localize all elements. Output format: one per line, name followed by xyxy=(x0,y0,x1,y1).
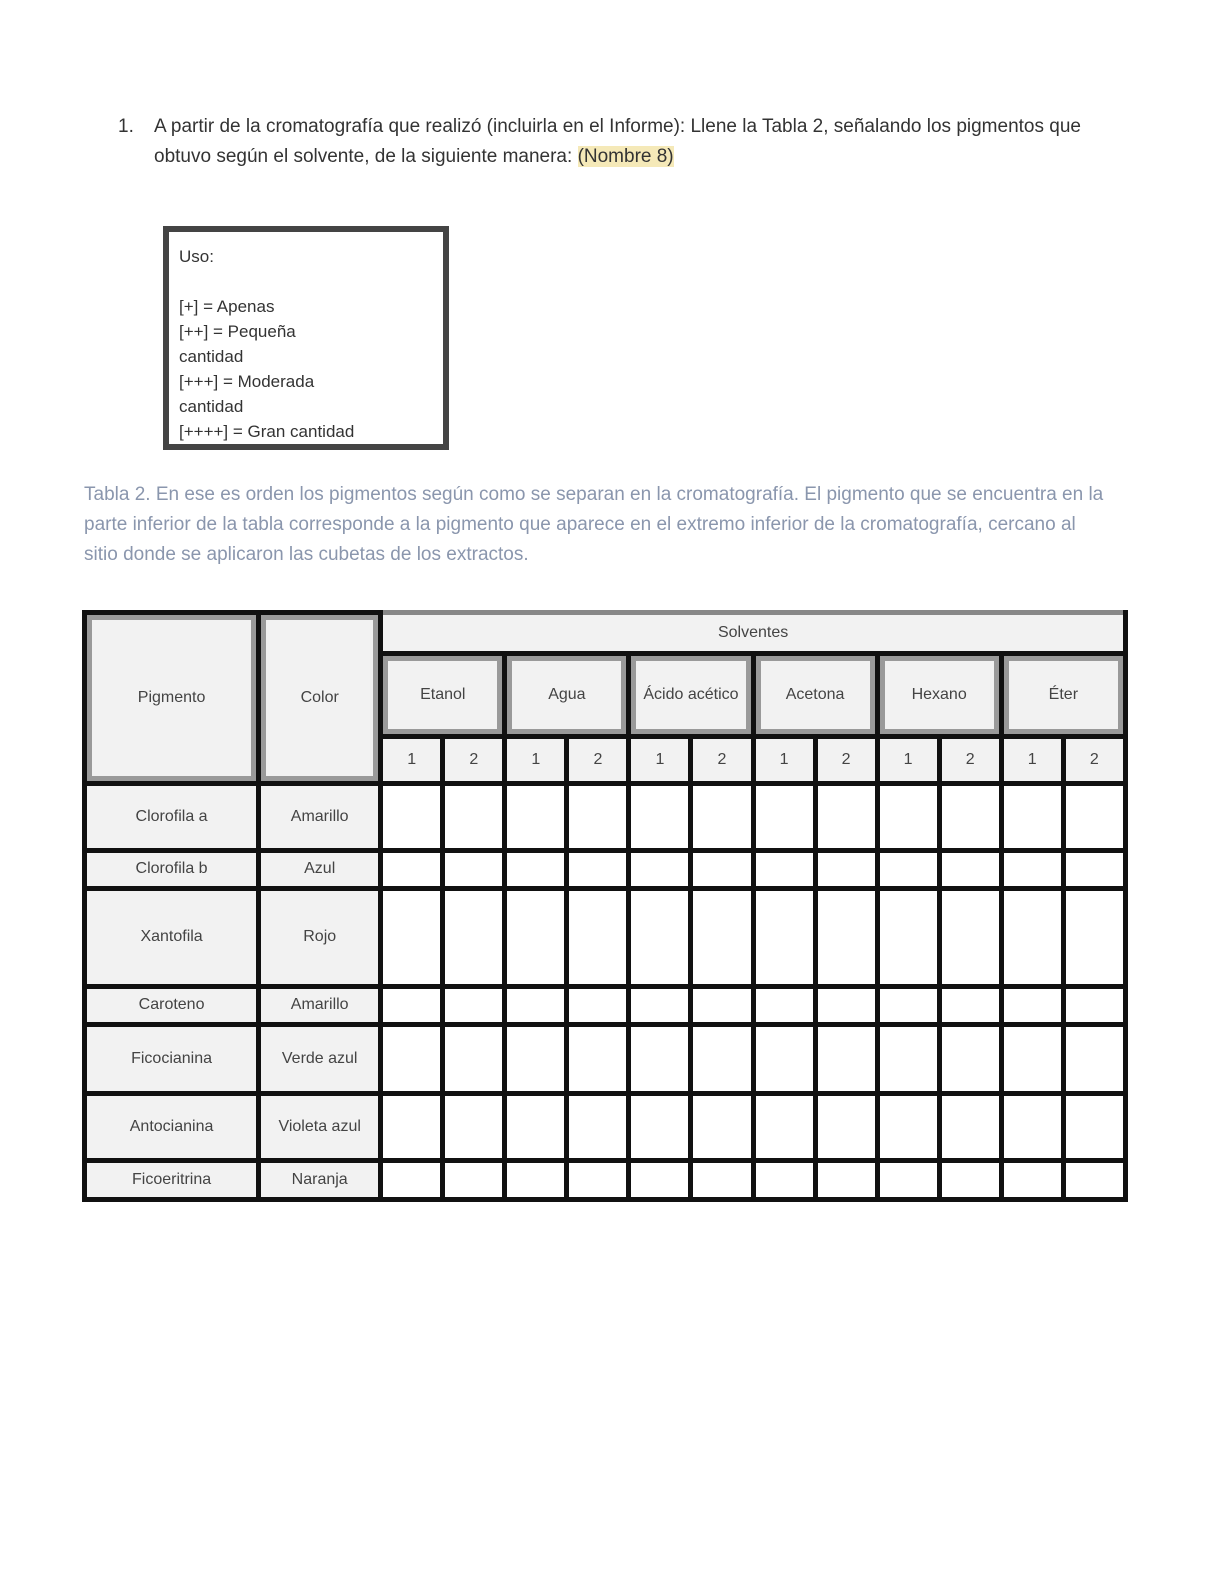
data-cell[interactable] xyxy=(505,1161,567,1200)
pigment-color: Amarillo xyxy=(259,783,381,850)
data-cell[interactable] xyxy=(505,783,567,850)
data-cell[interactable] xyxy=(629,850,691,889)
header-sub: 1 xyxy=(381,736,443,783)
data-cell[interactable] xyxy=(939,1094,1001,1161)
pigment-name: Caroteno xyxy=(85,986,259,1025)
data-cell[interactable] xyxy=(1063,1161,1125,1200)
data-cell[interactable] xyxy=(1063,850,1125,889)
pigment-name: Xantofila xyxy=(85,889,259,986)
header-sub: 1 xyxy=(753,736,815,783)
data-cell[interactable] xyxy=(505,986,567,1025)
data-cell[interactable] xyxy=(443,1094,505,1161)
header-sub: 2 xyxy=(815,736,877,783)
pigment-color: Amarillo xyxy=(259,986,381,1025)
legend-box xyxy=(163,226,449,450)
data-cell[interactable] xyxy=(815,783,877,850)
data-cell[interactable] xyxy=(629,1094,691,1161)
header-solvent: Hexano xyxy=(877,653,1001,736)
data-cell[interactable] xyxy=(381,1025,443,1094)
pigment-color: Violeta azul xyxy=(259,1094,381,1161)
data-cell[interactable] xyxy=(381,850,443,889)
header-solvent: Acetona xyxy=(753,653,877,736)
data-cell[interactable] xyxy=(877,1161,939,1200)
data-cell[interactable] xyxy=(1063,1025,1125,1094)
header-solvent: Éter xyxy=(1001,653,1125,736)
header-solvent: Ácido acético xyxy=(629,653,753,736)
header-sub: 1 xyxy=(629,736,691,783)
data-cell[interactable] xyxy=(505,889,567,986)
table-row xyxy=(85,1161,1126,1200)
data-cell[interactable] xyxy=(567,783,629,850)
question-number: 1. xyxy=(118,116,134,137)
data-cell[interactable] xyxy=(567,1094,629,1161)
header-sub: 2 xyxy=(567,736,629,783)
data-cell[interactable] xyxy=(443,1161,505,1200)
legend-line: [+] = Apenas xyxy=(179,297,275,316)
header-sub: 2 xyxy=(443,736,505,783)
header-pigment: Pigmento xyxy=(85,613,259,784)
data-cell[interactable] xyxy=(939,1161,1001,1200)
pigment-name: Clorofila a xyxy=(85,783,259,850)
legend-line: cantidad xyxy=(179,397,244,416)
data-cell[interactable] xyxy=(1063,783,1125,850)
header-sub: 2 xyxy=(939,736,1001,783)
header-sub: 1 xyxy=(877,736,939,783)
data-cell[interactable] xyxy=(1001,850,1063,889)
legend-title: Uso: xyxy=(179,247,214,266)
table-caption: Tabla 2. En ese es orden los pigmentos según como se separan en la cromatografía. El pigmento que se encuentra en la parte inferior de la tabla corresponde a la pigmento que aparece en el extremo inferior de la cromatografía, cercano al sitio donde se aplicaron las cubetas de los extractos. xyxy=(84,484,1104,565)
data-cell[interactable] xyxy=(753,986,815,1025)
question xyxy=(118,112,1128,172)
data-cell[interactable] xyxy=(1063,889,1125,986)
data-cell[interactable] xyxy=(443,783,505,850)
data-cell[interactable] xyxy=(1001,889,1063,986)
data-cell[interactable] xyxy=(381,783,443,850)
legend-line: [++++] = Gran cantidad xyxy=(179,422,355,441)
data-cell[interactable] xyxy=(877,1025,939,1094)
data-cell[interactable] xyxy=(939,986,1001,1025)
data-cell[interactable] xyxy=(505,1025,567,1094)
pigment-color: Azul xyxy=(259,850,381,889)
data-cell[interactable] xyxy=(443,850,505,889)
data-cell[interactable] xyxy=(1001,1161,1063,1200)
data-cell[interactable] xyxy=(381,889,443,986)
header-solvent: Agua xyxy=(505,653,629,736)
table-row xyxy=(85,1025,1126,1094)
data-cell[interactable] xyxy=(443,986,505,1025)
data-cell[interactable] xyxy=(753,1161,815,1200)
data-cell[interactable] xyxy=(753,1025,815,1094)
pigment-color: Verde azul xyxy=(259,1025,381,1094)
data-cell[interactable] xyxy=(1063,1094,1125,1161)
data-cell[interactable] xyxy=(567,986,629,1025)
data-cell[interactable] xyxy=(815,986,877,1025)
data-cell[interactable] xyxy=(1001,986,1063,1025)
header-color: Color xyxy=(259,613,381,784)
table-row xyxy=(85,1094,1126,1161)
data-cell[interactable] xyxy=(1063,986,1125,1025)
data-cell[interactable] xyxy=(691,850,753,889)
data-cell[interactable] xyxy=(443,1025,505,1094)
data-cell[interactable] xyxy=(567,1161,629,1200)
pigment-name: Ficoeritrina xyxy=(85,1161,259,1200)
points-highlight: (Nombre 8) xyxy=(577,146,674,167)
data-cell[interactable] xyxy=(815,889,877,986)
data-cell[interactable] xyxy=(567,850,629,889)
data-cell[interactable] xyxy=(691,1161,753,1200)
data-cell[interactable] xyxy=(381,1161,443,1200)
data-cell[interactable] xyxy=(629,1161,691,1200)
header-sub: 1 xyxy=(505,736,567,783)
data-cell[interactable] xyxy=(381,1094,443,1161)
header-solvent: Etanol xyxy=(381,653,505,736)
data-cell[interactable] xyxy=(629,783,691,850)
data-cell[interactable] xyxy=(691,986,753,1025)
data-cell[interactable] xyxy=(753,1094,815,1161)
data-cell[interactable] xyxy=(815,850,877,889)
data-cell[interactable] xyxy=(939,889,1001,986)
legend-line: cantidad xyxy=(179,347,244,366)
pigments-table xyxy=(82,610,1128,1202)
data-cell[interactable] xyxy=(629,986,691,1025)
pigment-color: Rojo xyxy=(259,889,381,986)
data-cell[interactable] xyxy=(691,1094,753,1161)
data-cell[interactable] xyxy=(939,850,1001,889)
data-cell[interactable] xyxy=(939,783,1001,850)
header-solvents: Solventes xyxy=(381,613,1126,654)
data-cell[interactable] xyxy=(505,1094,567,1161)
table-row xyxy=(85,889,1126,986)
table-row xyxy=(85,783,1126,850)
data-cell[interactable] xyxy=(753,850,815,889)
data-cell[interactable] xyxy=(629,889,691,986)
legend-line: [+++] = Moderada xyxy=(179,372,315,391)
data-cell[interactable] xyxy=(877,783,939,850)
data-cell[interactable] xyxy=(1001,1094,1063,1161)
data-cell[interactable] xyxy=(939,1025,1001,1094)
data-cell[interactable] xyxy=(567,889,629,986)
data-cell[interactable] xyxy=(691,783,753,850)
data-cell[interactable] xyxy=(815,1094,877,1161)
data-cell[interactable] xyxy=(443,889,505,986)
data-cell[interactable] xyxy=(815,1025,877,1094)
header-sub: 2 xyxy=(1063,736,1125,783)
data-cell[interactable] xyxy=(505,850,567,889)
data-cell[interactable] xyxy=(381,986,443,1025)
data-cell[interactable] xyxy=(691,889,753,986)
data-cell[interactable] xyxy=(815,1161,877,1200)
pigment-name: Ficocianina xyxy=(85,1025,259,1094)
table-row xyxy=(85,850,1126,889)
pigment-name: Antocianina xyxy=(85,1094,259,1161)
header-sub: 2 xyxy=(691,736,753,783)
data-cell[interactable] xyxy=(629,1025,691,1094)
pigment-color: Naranja xyxy=(259,1161,381,1200)
data-cell[interactable] xyxy=(753,889,815,986)
data-cell[interactable] xyxy=(877,889,939,986)
data-cell[interactable] xyxy=(877,986,939,1025)
data-cell[interactable] xyxy=(1001,1025,1063,1094)
data-cell[interactable] xyxy=(753,783,815,850)
data-cell[interactable] xyxy=(877,1094,939,1161)
data-cell[interactable] xyxy=(567,1025,629,1094)
question-text xyxy=(154,112,1128,172)
legend-line: [++] = Pequeña xyxy=(179,322,296,341)
data-cell[interactable] xyxy=(877,850,939,889)
question-body: A partir de la cromatografía que realizó (incluirla en el Informe): Llene la Tabla 2, señalando los pigmentos que obtuvo según el solvente, de la siguiente manera: xyxy=(154,116,1081,167)
pigment-name: Clorofila b xyxy=(85,850,259,889)
data-cell[interactable] xyxy=(1001,783,1063,850)
header-sub: 1 xyxy=(1001,736,1063,783)
table-row xyxy=(85,986,1126,1025)
data-cell[interactable] xyxy=(691,1025,753,1094)
